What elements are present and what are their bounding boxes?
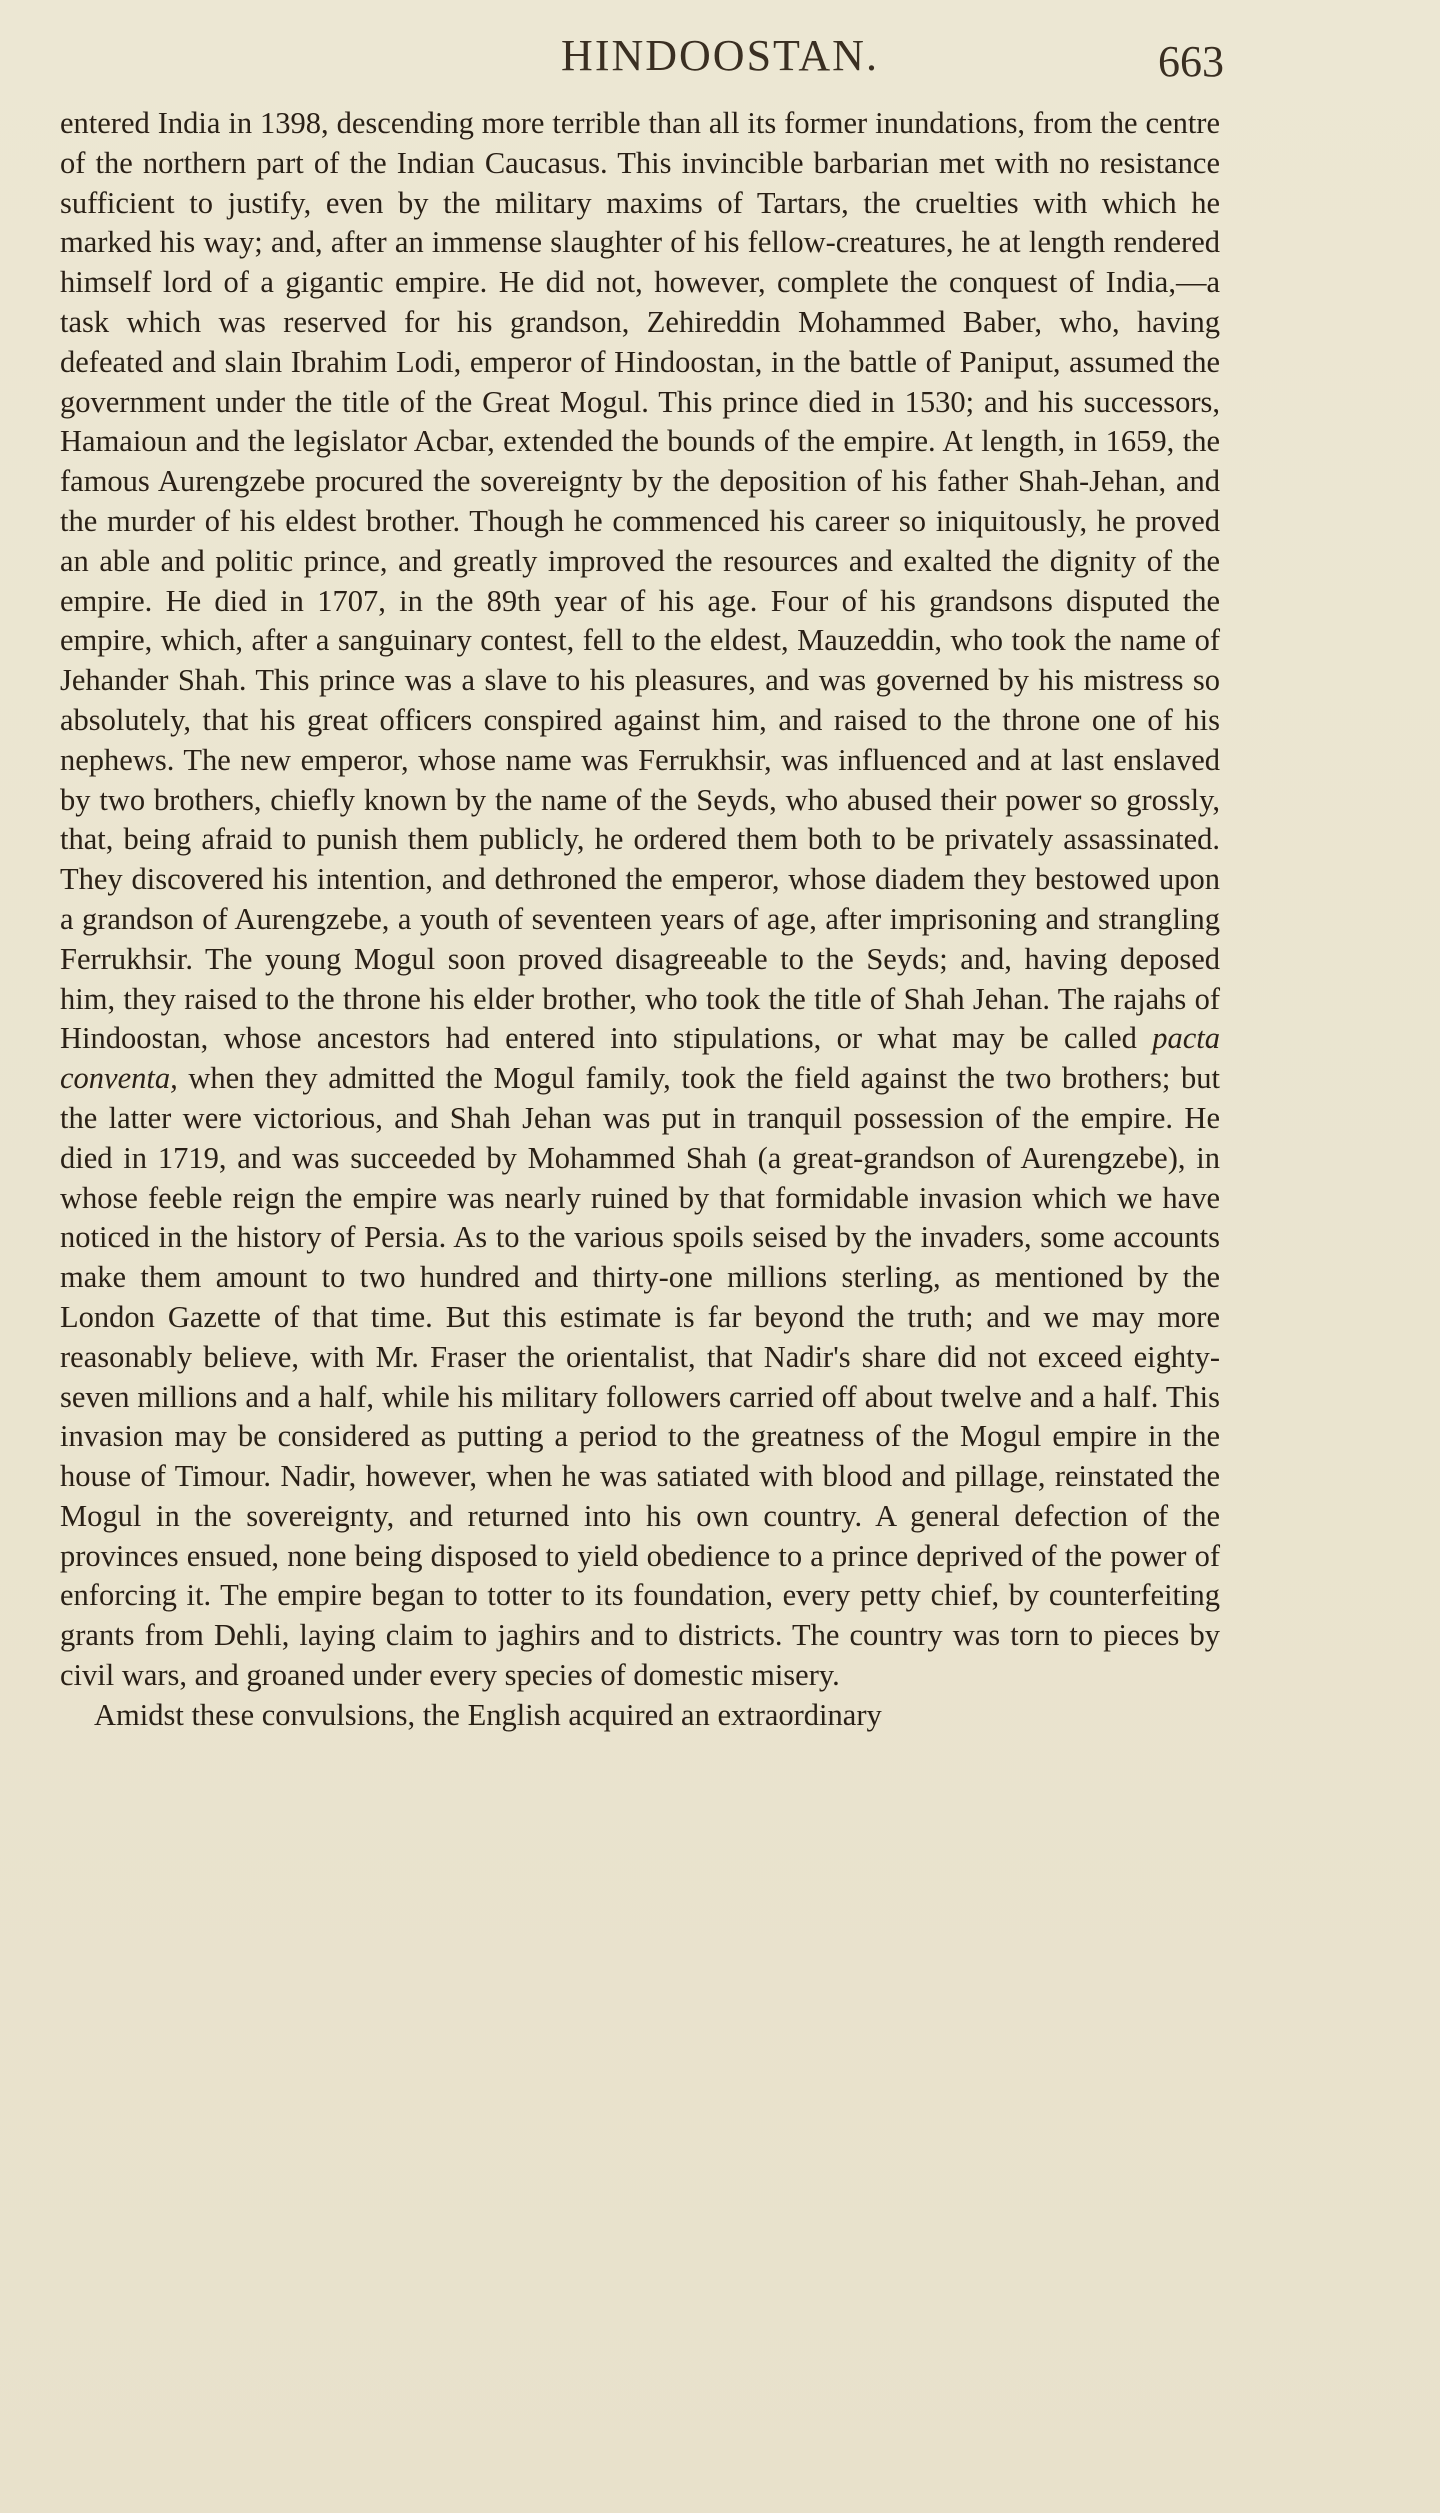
paragraph-new: [60, 1696, 1220, 1736]
running-head: HINDOOSTAN.: [561, 31, 879, 80]
page-header: [0, 30, 1440, 90]
paragraph-text: entered India in 1398, descending more terrible than all its former inundations, from the centre of the northern part of the Indian Caucasus. This invincible barbarian met with no resistance sufficient to justify, even by the military maxims of Tartars, the cruelties with which he marked his way; and, after an immense slaughter of his fellow-creatures, he at length rendered himself lord of a gigantic empire. He did not, however, complete the conquest of India,—a task which was reserved for his grandson, Zehireddin Mohammed Baber, who, having defeated and slain Ibrahim Lodi, emperor of Hindoostan, in the battle of Paniput, assumed the government under the title of the Great Mogul. This prince died in 1530; and his successors, Hamaioun and the legislator Acbar, extended the bounds of the empire. At length, in 1659, the famous Aurengzebe procured the sovereignty by the deposition of his father Shah-Jehan, and the murder of his eldest brother. Though he commenced his career so iniquitously, he proved an able and politic prince, and greatly improved the resources and exalted the dignity of the empire. He died in 1707, in the 89th year of his age. Four of his grandsons disputed the empire, which, after a sanguinary contest, fell to the eldest, Mauzeddin, who took the name of Jehander Shah. This prince was a slave to his pleasures, and was governed by his mistress so absolutely, that his great officers conspired against him, and raised to the throne one of his nephews. The new emperor, whose name was Ferrukhsir, was influenced and at last enslaved by two brothers, chiefly known by the name of the Seyds, who abused their power so grossly, that, being afraid to punish them publicly, he ordered them both to be privately assassinated. They discovered his intention, and dethroned the emperor, whose diadem they bestowed upon a grandson of Aurengzebe, a youth of seventeen years of age, after imprisoning and strangling Ferrukhsir. The young Mogul soon proved disagreeable to the Seyds; and, having deposed him, they raised to the throne his elder brother, who took the title of Shah Jehan. The rajahs of Hindoostan, whose ancestors had entered into stipulations, or what may be called: [60, 106, 1220, 1056]
italic-phrase: pacta conventa,: [60, 1021, 1220, 1096]
paragraph-continued: [60, 104, 1220, 1696]
page-number: 663: [1158, 37, 1224, 86]
body-text: [60, 104, 1220, 1736]
paragraph-text: when they admitted the Mogul family, took the field against the two brothers; but the latter were victorious, and Shah Jehan was put in tranquil possession of the empire. He died in 1719, and was succeeded by Mohammed Shah (a great-grandson of Aurengzebe), in whose feeble reign the empire was nearly ruined by that formidable invasion which we have noticed in the history of Persia. As to the various spoils seised by the invaders, some accounts make them amount to two hundred and thirty-one millions sterling, as mentioned by the London Gazette of that time. But this estimate is far beyond the truth; and we may more reasonably believe, with Mr. Fraser the orientalist, that Nadir's share did not exceed eighty-seven millions and a half, while his military followers carried off about twelve and a half. This invasion may be considered as putting a period to the greatness of the Mogul empire in the house of Timour. Nadir, however, when he was satiated with blood and pillage, reinstated the Mogul in the sovereignty, and returned into his own country. A general defection of the provinces ensued, none being disposed to yield obedience to a prince deprived of the power of enforcing it. The empire began to totter to its foundation, every petty chief, by counterfeiting grants from Dehli, laying claim to jaghirs and to districts. The country was torn to pieces by civil wars, and groaned under every species of domestic misery.: [60, 1061, 1220, 1693]
paragraph-text: Amidst these convulsions, the English acquired an extraordinary: [94, 1697, 882, 1732]
